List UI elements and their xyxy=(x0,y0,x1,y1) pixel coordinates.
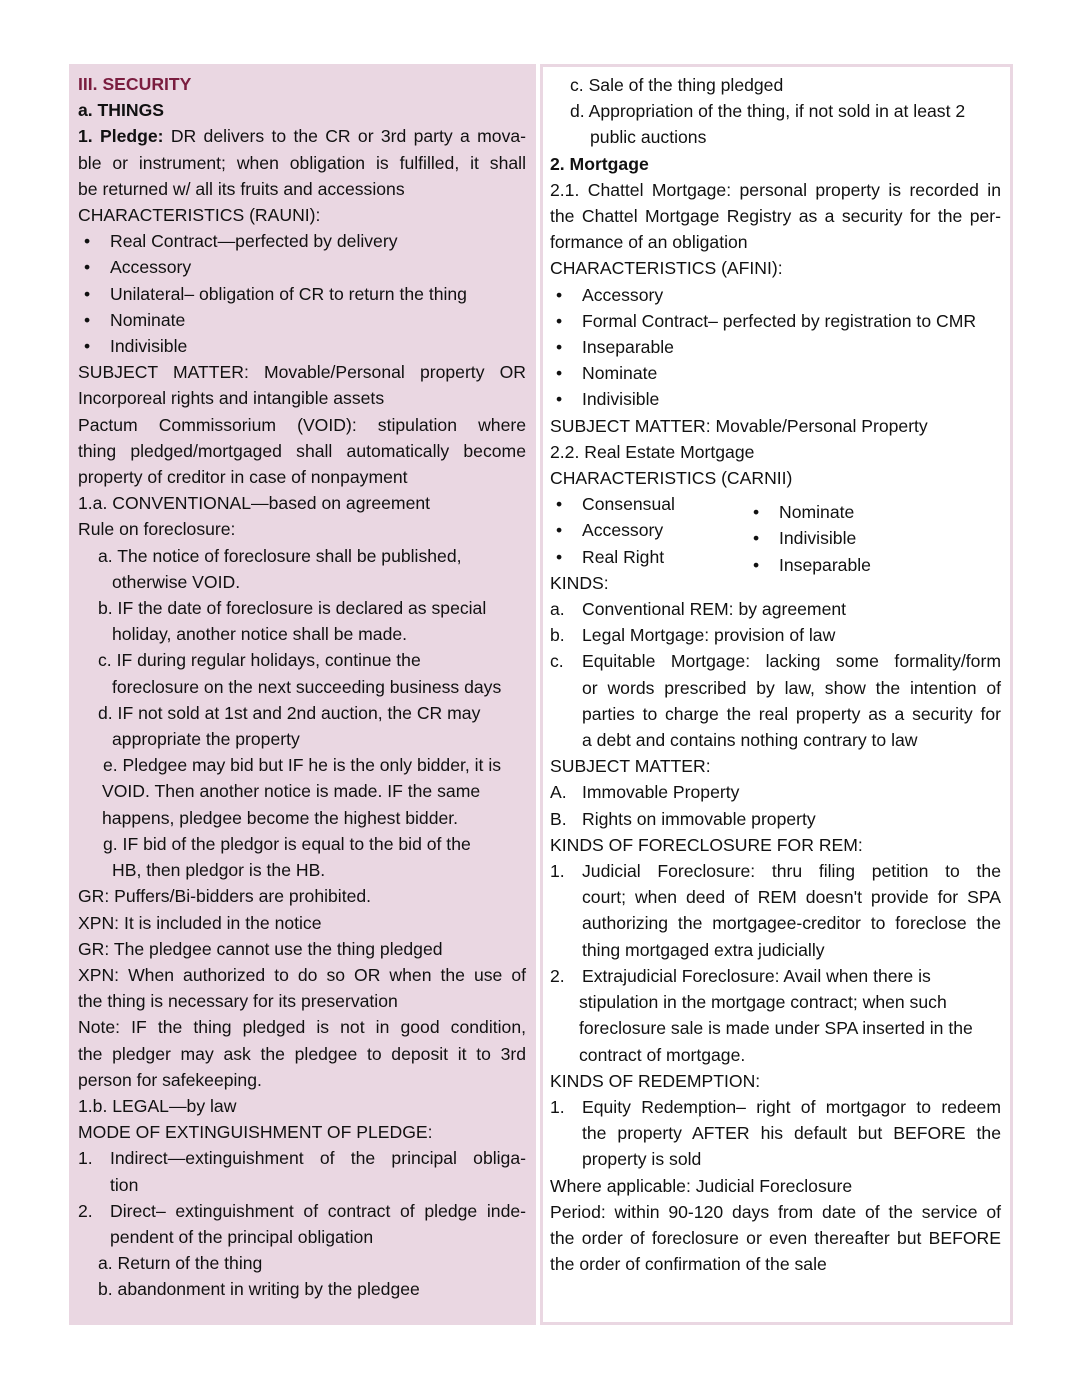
kinds-redemption-heading: KINDS OF REDEMPTION: xyxy=(550,1070,761,1091)
period-line-3: the order of confirmation of the sale xyxy=(550,1254,827,1275)
subject-matter-line-2: Incorporeal rights and intangible assets xyxy=(78,388,385,409)
chattel-line-1: 2.1. Chattel Mortgage: personal property is recorded in xyxy=(550,179,1001,200)
rule-b-line-2: holiday, another notice shall be made. xyxy=(112,624,408,645)
pactum-line-2: thing pledged/mortgaged shall automatically become xyxy=(78,440,526,461)
mode-heading: MODE OF EXTINGUISHMENT OF PLEDGE: xyxy=(78,1122,433,1143)
kinds-c-line-4: a debt and contains nothing contrary to law xyxy=(582,730,918,751)
red-1-line-3: property is sold xyxy=(582,1149,702,1170)
carnii-list-col-1 xyxy=(550,491,740,570)
xpn-line-1: XPN: It is included in the notice xyxy=(78,912,322,933)
kinds-c-line-2: or words prescribed by law, show the intention of xyxy=(582,677,1001,698)
rule-b-line-1: b. IF the date of foreclosure is declared as special xyxy=(98,598,487,619)
kinds-a: a. Conventional REM: by agreement xyxy=(550,599,847,620)
mode-a: a. Return of the thing xyxy=(98,1253,263,1274)
conventional-heading: 1.a. CONVENTIONAL—based on agreement xyxy=(78,493,431,514)
kinds-foreclosure-heading: KINDS OF FORECLOSURE FOR REM: xyxy=(550,834,863,855)
rule-e-line-1: e. Pledgee may bid but IF he is the only bidder, it is xyxy=(103,755,502,776)
note-line-1: Note: IF the thing pledged is not in good condition, xyxy=(78,1017,526,1038)
rule-e-line-3: happens, pledgee become the highest bidder. xyxy=(102,807,459,828)
xpn-line-2b: the thing is necessary for its preservation xyxy=(78,991,398,1012)
note-line-2: the pledger may ask the pledgee to deposit it to 3rd xyxy=(78,1043,526,1064)
fc-2-line-4: contract of mortgage. xyxy=(579,1044,746,1065)
carnii-list-col-2 xyxy=(747,499,997,578)
item-d-line-1: d. Appropriation of the thing, if not sold in at least 2 xyxy=(570,101,966,122)
rule-a-line-2: otherwise VOID. xyxy=(112,571,241,592)
chattel-line-2: the Chattel Mortgage Registry as a security for the per- xyxy=(550,206,1001,227)
list-item: • Accessory xyxy=(550,517,740,543)
kinds-c-line-1: c. Equitable Mortgage: lacking some formality/form xyxy=(550,651,1001,672)
characteristics-afini: CHARACTERISTICS (AFINI): xyxy=(550,258,783,279)
list-item: • Formal Contract– perfected by registration to CMR xyxy=(550,308,1001,334)
fc-1-line-4: thing mortgaged extra judicially xyxy=(582,939,825,960)
list-item: • Nominate xyxy=(747,499,997,525)
right-column xyxy=(540,64,1013,1325)
list-item: • Indivisible xyxy=(550,386,1001,412)
fc-2-line-1: 2. Extrajudicial Foreclosure: Avail when there is xyxy=(550,965,931,986)
rule-d-line-1: d. IF not sold at 1st and 2nd auction, the CR may xyxy=(98,702,481,723)
list-item: • Inseparable xyxy=(550,334,1001,360)
pledge-line-2: ble or instrument; when obligation is fulfilled, it shall xyxy=(78,152,526,173)
mode-1-line-1: 1. Indirect—extinguishment of the principal obliga- xyxy=(78,1148,526,1169)
rule-heading: Rule on foreclosure: xyxy=(78,519,236,540)
fc-2-line-2: stipulation in the mortgage contract; when such xyxy=(579,992,947,1013)
list-item: • Nominate xyxy=(550,360,1001,386)
rule-e-line-2: VOID. Then another notice is made. IF the same xyxy=(102,781,481,802)
gr-line-2: GR: The pledgee cannot use the thing pledged xyxy=(78,938,443,959)
rule-g-line-2: HB, then pledgor is the HB. xyxy=(112,860,326,881)
left-column xyxy=(69,64,536,1325)
list-item: • Consensual xyxy=(550,491,740,517)
carnii-list xyxy=(550,491,1001,575)
fc-1-line-3: authorizing the mortgagee-creditor to foreclose the xyxy=(582,913,1001,934)
characteristics-heading: CHARACTERISTICS (RAUNI): xyxy=(78,205,321,226)
where-applicable: Where applicable: Judicial Foreclosure xyxy=(550,1175,853,1196)
rule-c-line-2: foreclosure on the next succeeding business days xyxy=(112,676,502,697)
list-item: • Accessory xyxy=(78,254,526,280)
subject-matter-rem: SUBJECT MATTER: xyxy=(550,756,711,777)
characteristics-carnii: CHARACTERISTICS (CARNII) xyxy=(550,468,793,489)
rule-c-line-1: c. IF during regular holidays, continue the xyxy=(98,650,421,671)
note-line-3: person for safekeeping. xyxy=(78,1069,262,1090)
pactum-line-3: property of creditor in case of nonpayment xyxy=(78,467,408,488)
section-heading: III. SECURITY xyxy=(78,74,192,94)
list-item: • Real Contract—perfected by delivery xyxy=(78,228,526,254)
rule-d-line-2: appropriate the property xyxy=(112,729,300,750)
period-line-1: Period: within 90-120 days from date of the service of xyxy=(550,1201,1001,1222)
pledge-line-3: be returned w/ all its fruits and accessions xyxy=(78,178,405,199)
item-d-line-2: public auctions xyxy=(590,127,707,148)
list-item: • Accessory xyxy=(550,282,1001,308)
period-line-2: the order of foreclosure or even thereafter but BEFORE xyxy=(550,1227,1001,1248)
pledge-title: 1. Pledge: xyxy=(78,126,164,147)
legal-heading: 1.b. LEGAL—by law xyxy=(78,1095,237,1116)
pactum-line-1: Pactum Commissorium (VOID): stipulation where xyxy=(78,414,526,435)
sm-a: A. Immovable Property xyxy=(550,782,740,803)
sm-b: B. Rights on immovable property xyxy=(550,808,816,829)
list-item: • Indivisible xyxy=(747,525,997,551)
list-item: • Inseparable xyxy=(747,552,997,578)
subheading-things: a. THINGS xyxy=(78,100,165,121)
mode-2-line-1: 2. Direct– extinguishment of contract of pledge inde- xyxy=(78,1200,526,1221)
kinds-heading: KINDS: xyxy=(550,572,609,593)
mode-1-line-2: tion xyxy=(110,1174,139,1195)
subject-matter-cm: SUBJECT MATTER: Movable/Personal Property xyxy=(550,415,928,436)
subject-matter-line-1: SUBJECT MATTER: Movable/Personal property OR xyxy=(78,362,526,383)
rule-g-line-1: g. IF bid of the pledgor is equal to the bid of the xyxy=(103,833,471,854)
kinds-c-line-3: parties to charge the real property as a security for xyxy=(582,703,1001,724)
list-item: • Unilateral– obligation of CR to return the thing xyxy=(78,281,526,307)
kinds-b: b. Legal Mortgage: provision of law xyxy=(550,625,836,646)
fc-1-line-2: court; when deed of REM doesn't provide for SPA xyxy=(582,887,1001,908)
list-item: • Real Right xyxy=(550,544,740,570)
item-c: c. Sale of the thing pledged xyxy=(570,75,784,95)
gr-line-1: GR: Puffers/Bi-bidders are prohibited. xyxy=(78,886,372,907)
rule-a-line-1: a. The notice of foreclosure shall be published, xyxy=(98,545,462,566)
list-item: • Nominate xyxy=(78,307,526,333)
mode-b: b. abandonment in writing by the pledgee xyxy=(98,1279,420,1300)
chattel-line-3: formance of an obligation xyxy=(550,232,748,253)
red-1-line-2: the property AFTER his default but BEFORE the xyxy=(582,1123,1001,1144)
mortgage-heading: 2. Mortgage xyxy=(550,153,649,174)
fc-2-line-3: foreclosure sale is made under SPA inserted in the xyxy=(579,1018,973,1039)
xpn-line-2a: XPN: When authorized to do so OR when the use of xyxy=(78,964,526,985)
fc-1-line-1: 1. Judicial Foreclosure: thru filing petition to the xyxy=(550,861,1001,882)
list-item: • Indivisible xyxy=(78,333,526,359)
pledge-line-1: 1. Pledge: DR delivers to the CR or 3rd party a mova- xyxy=(78,126,527,147)
mode-2-line-2: pendent of the principal obligation xyxy=(110,1226,374,1247)
rem-heading: 2.2. Real Estate Mortgage xyxy=(550,441,755,462)
red-1-line-1: 1. Equity Redemption– right of mortgagor to redeem xyxy=(550,1096,1001,1117)
